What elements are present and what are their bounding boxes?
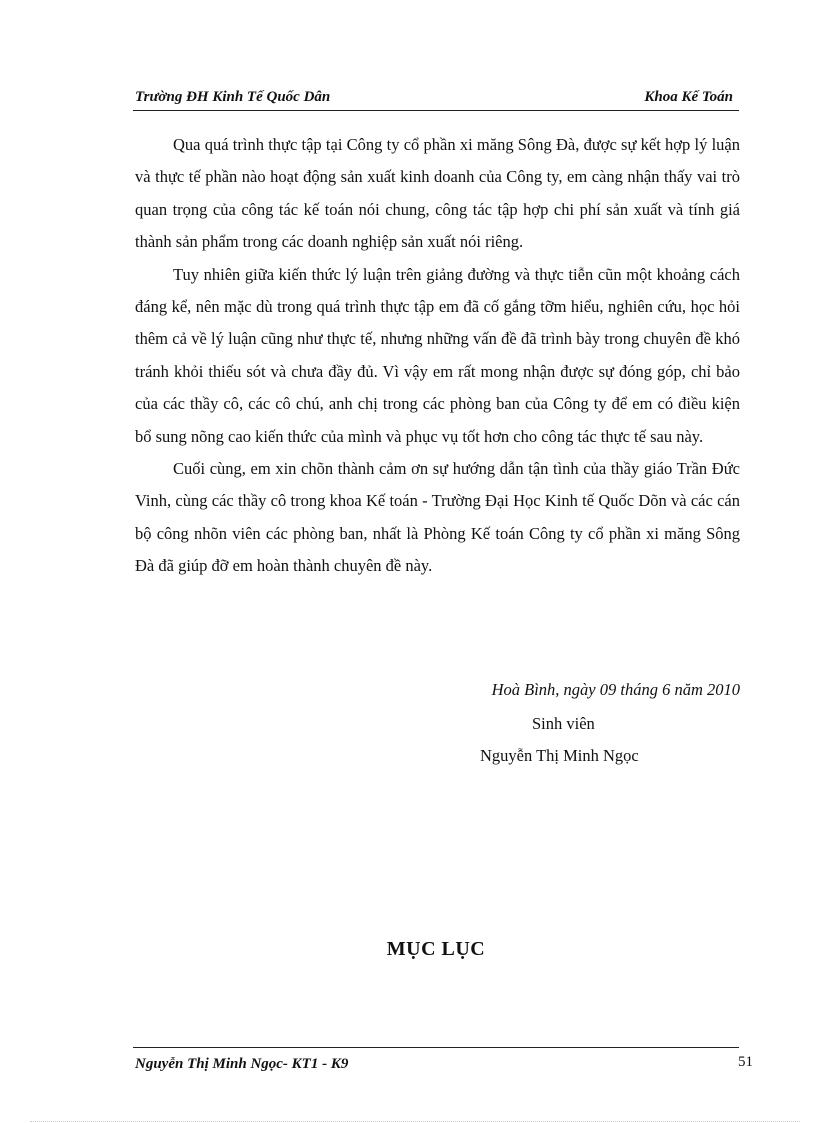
signature-name: Nguyễn Thị Minh Ngọc <box>480 746 639 765</box>
page-edge-divider <box>30 1121 800 1122</box>
page-number: 51 <box>738 1054 753 1070</box>
paragraph: Tuy nhiên giữa kiến thức lý luận trên giảng đường và thực tiễn cũn một khoảng cách đáng kể, nên mặc dù trong quá trình thực tập em đã cố gắng tỡm hiểu, nghiên cứu, học hỏi thêm cả về lý luận cũng như thực tế, nhưng những vấn đề đã trình bày trong chuyên đề khó tránh khỏi thiếu sót và chưa đầy đủ. Vì vậy em rất mong nhận được sự đóng góp, chỉ bảo của các thầy cô, các cô chú, anh chị trong các phòng ban của Công ty để em có điều kiện bổ sung nõng cao kiến thức của mình và phục vụ tốt hơn cho công tác thực tế sau này. <box>135 264 740 446</box>
body-text <box>135 129 740 583</box>
signature-date: Hoà Bình, ngày 09 tháng 6 năm 2010 <box>491 680 740 699</box>
page-header <box>133 88 739 111</box>
paragraph: Cuối cùng, em xin chõn thành cảm ơn sự hướng dẫn tận tình của thầy giáo Trần Đức Vinh, cùng các thầy cô trong khoa Kế toán - Trường Đại Học Kinh tế Quốc Dõn và các cán bộ công nhõn viên các phòng ban, nhất là Phòng Kế toán Công ty cổ phần xi măng Sông Đà đã giúp đỡ em hoàn thành chuyên đề này. <box>135 459 740 576</box>
signature-role: Sinh viên <box>532 714 595 733</box>
page-footer <box>133 1047 753 1078</box>
toc-title: MỤC LỤC <box>386 938 486 960</box>
footer-author: Nguyễn Thị Minh Ngọc- KT1 - K9 <box>135 1056 349 1072</box>
header-university: Trường ĐH Kinh Tế Quốc Dân <box>135 89 331 105</box>
header-faculty: Khoa Kế Toán <box>644 89 733 105</box>
paragraph: Qua quá trình thực tập tại Công ty cổ phần xi măng Sông Đà, được sự kết hợp lý luận và thực tế phần nào hoạt động sản xuất kinh doanh của Công ty, em càng nhận thấy vai trò quan trọng của công tác kế toán nói chung, công tác tập hợp chi phí sản xuất và tính giá thành sản phẩm trong các doanh nghiệp sản xuất nói riêng. <box>135 135 740 252</box>
